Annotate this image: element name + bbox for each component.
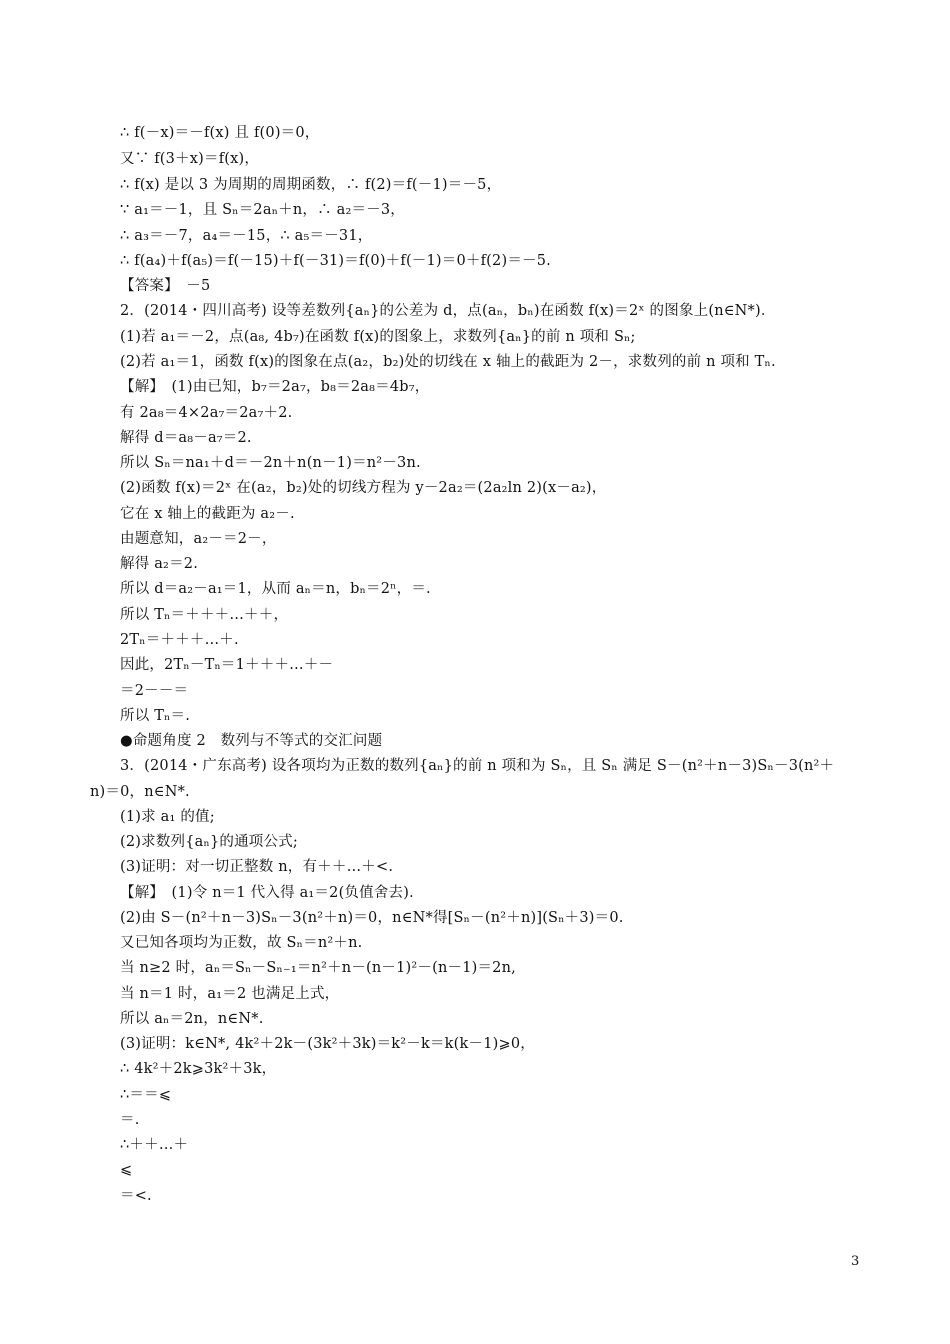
section-heading: ●命题角度 2 数列与不等式的交汇问题	[120, 733, 383, 749]
text-line: 当 n≥2 时，aₙ＝Sₙ－Sₙ₋₁＝n²＋n－(n－1)²－(n－1)＝2n,	[120, 960, 516, 976]
text-line: 由题意知，a₂－＝2－，	[120, 531, 277, 547]
text-line: (2)由 S－(n²＋n－3)Sₙ－3(n²＋n)＝0，n∈N*得[Sₙ－(n²＋n)](Sₙ＋3)＝0.	[120, 910, 624, 926]
question-3: 3．(2014・广东高考) 设各项均为正数的数列{aₙ}的前 n 项和为 Sₙ，且 Sₙ 满足 S－(n²＋n－3)Sₙ－3(n²＋	[120, 758, 835, 774]
text-line: 它在 x 轴上的截距为 a₂－.	[120, 506, 295, 522]
text-line: ∴ f(－x)＝－f(x) 且 f(0)＝0，	[120, 125, 320, 141]
question-2: 2．(2014・四川高考) 设等差数列{aₙ}的公差为 d，点(aₙ，bₙ)在函数 f(x)＝2ˣ 的图象上(n∈N*)．	[120, 303, 776, 319]
text-line: 解得 d＝a₈－a₇＝2.	[120, 430, 252, 446]
text-line: 解得 a₂＝2.	[120, 556, 199, 572]
text-line: ＝.	[120, 1112, 140, 1128]
text-line: (3)证明：对一切正整数 n，有＋＋…＋<.	[120, 859, 394, 875]
text-line: ∴ 4k²＋2k⩾3k²＋3k，	[120, 1061, 277, 1077]
text-line: 当 n＝1 时，a₁＝2 也满足上式，	[120, 986, 340, 1002]
text-line: ⩽	[120, 1162, 133, 1178]
text-line: ∴＋＋…＋	[120, 1137, 189, 1153]
text-line: (2)函数 f(x)＝2ˣ 在(a₂，b₂)处的切线方程为 y－2a₂＝(2a₂ln 2)(x－a₂)，	[120, 480, 607, 496]
text-line: ∴＝＝⩽	[120, 1087, 172, 1103]
solution-label: 【解】 (1)由已知，b₇＝2a₇，b₈＝2a₈＝4b₇，	[120, 379, 430, 395]
text-line: (2)求数列{aₙ}的通项公式;	[120, 834, 298, 850]
text-line: 所以 Tₙ＝＋＋＋…＋＋，	[120, 607, 289, 623]
text-line: (1)求 a₁ 的值;	[120, 809, 215, 825]
text-line: ∴ f(a₄)＋f(a₅)＝f(－15)＋f(－31)＝f(0)＋f(－1)＝0＋f(2)＝－5.	[120, 253, 551, 269]
text-line: n)＝0，n∈N*.	[90, 784, 190, 800]
text-line: 因此，2Tₙ－Tₙ＝1＋＋＋…＋－	[120, 657, 334, 673]
text-line: 又已知各项均为正数，故 Sₙ＝n²＋n.	[120, 935, 363, 951]
text-line: ∴ f(x) 是以 3 为周期的周期函数，∴ f(2)＝f(－1)＝－5，	[120, 177, 502, 193]
text-line: 又∵ f(3＋x)＝f(x)，	[120, 151, 260, 167]
text-line: 所以 Sₙ＝na₁＋d＝－2n＋n(n－1)＝n²－3n.	[120, 455, 421, 471]
text-line: 所以 d＝a₂－a₁＝1，从而 aₙ＝n，bₙ＝2ⁿ，＝.	[120, 581, 431, 597]
answer-label: 【答案】 －5	[120, 278, 211, 294]
text-line: (2)若 a₁＝1，函数 f(x)的图象在点(a₂，b₂)处的切线在 x 轴上的截距为 2－，求数列的前 n 项和 Tₙ.	[120, 354, 776, 370]
text-line: 2Tₙ＝＋＋＋…＋.	[120, 632, 239, 648]
text-line: ＝2－－＝	[120, 683, 189, 699]
text-line: (1)若 a₁＝－2，点(a₈, 4b₇)在函数 f(x)的图象上，求数列{aₙ}的前 n 项和 Sₙ;	[120, 329, 636, 345]
text-line: ∵ a₁＝－1，且 Sₙ＝2aₙ＋n，∴ a₂＝－3，	[120, 202, 406, 218]
text-line: 所以 aₙ＝2n，n∈N*.	[120, 1011, 264, 1027]
text-line: ∴ a₃＝－7，a₄＝－15，∴ a₅＝－31，	[120, 228, 373, 244]
text-line: 所以 Tₙ＝.	[120, 708, 191, 724]
solution-label: 【解】 (1)令 n＝1 代入得 a₁＝2(负值舍去)．	[120, 885, 424, 901]
text-line: (3)证明：k∈N*, 4k²＋2k－(3k²＋3k)＝k²－k＝k(k－1)⩾0，	[120, 1036, 535, 1052]
text-line: ＝<.	[120, 1188, 152, 1204]
text-line: 有 2a₈＝4×2a₇＝2a₇＋2.	[120, 405, 293, 421]
page-number: 3	[851, 1254, 860, 1269]
